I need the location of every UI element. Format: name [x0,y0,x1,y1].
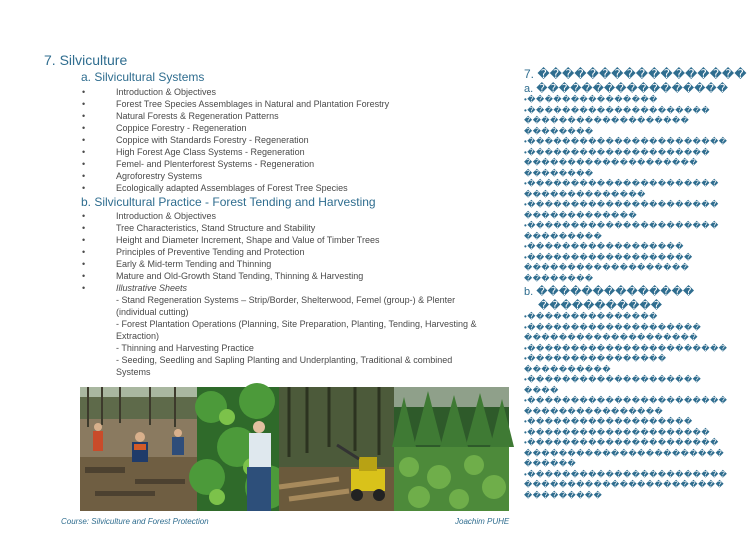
section-b-heading: b. Silvicultural Practice - Forest Tending and Harvesting [81,195,376,209]
section-a-list [82,86,484,194]
photo-young-forest [394,387,509,511]
sidebar-line: �������� [524,126,594,136]
sidebar-section-a-heading: a. ����������������� [524,83,728,95]
illustrative-label: Illustrative Sheets [116,283,188,293]
sidebar-line: ���������������� [524,406,664,416]
sidebar-line: •������������������� [524,252,693,262]
sidebar-line: •�������������������� [524,375,702,384]
sidebar-line: •����������������������� [524,343,728,353]
list-item: • Femel- and Plenterforest Systems - Regeneration [82,159,315,169]
sidebar-line: �������������������� [524,158,699,167]
list-item: • Introduction & Objectives [82,211,217,221]
illustrative-item: - Forest Plantation Operations (Planning, Site Preparation, Planting, Tending, Harvesting & Extraction) [116,319,477,341]
list-item: • Early & Mid-term Tending and Thinning [82,259,272,269]
list-item: • Coppice with Standards Forestry - Regeneration [82,135,309,145]
sidebar-line: ���������� [524,364,612,374]
sidebar-line: •���������������������� [524,438,719,447]
list-item: • Natural Forests & Regeneration Patterns [82,111,279,121]
sidebar-line: ������������������� [524,263,690,272]
list-item: • Forest Tree Species Assemblages in Natural and Plantation Forestry [82,99,390,109]
photo-harvester-machine [279,387,394,511]
garbled-sidebar [524,67,747,501]
list-item: • Principles of Preventive Tending and Protection [82,247,305,257]
sidebar-line: �������������������� [524,333,699,342]
list-item-illustrative: • Illustrative Sheets - Stand Regeneration Systems – Strip/Border, Shelterwood, Femel (group-) & Plenter (individual cutting) - Forest Plantation Operations (Planning, Site Preparation, Planting, Tending, Harvesting & Extraction) - Thinning and Harvesting Practice - Seeding, Seedling and Sapling Planting and Underplanting, Traditional & combined Systems [82,282,484,378]
illustrative-item: - Stand Regeneration Systems – Strip/Border, Shelterwood, Femel (group-) & Plenter (individual cutting) [116,295,456,317]
photo-forester [197,387,279,511]
footer-course: Course: Silviculture and Forest Protection [61,517,209,526]
list-item: • Mature and Old-Growth Stand Tending, Thinning & Harvesting [82,271,364,281]
sidebar-line: •��������������������� [524,147,711,157]
sidebar-line: �������������� [524,189,646,199]
photo-planting-crew [80,387,197,511]
sidebar-section-b-heading-cont: ����������� [538,300,663,312]
sidebar-line: ��������� [524,231,603,241]
sidebar-line: �������� [524,168,594,178]
sidebar-line: •��������������������� [524,105,711,115]
footer-author: Joachim PUHE [455,517,510,526]
sidebar-line: •���������������������� [524,200,719,209]
sidebar-line: �������� [524,273,594,283]
sidebar-line: •����������������������� [524,396,728,405]
sidebar-line: •�������������������� [524,322,702,332]
sidebar-line: •��������������� [524,312,658,321]
sidebar-line: ����������������������� [524,448,725,458]
list-item: • Agroforestry Systems [82,171,203,181]
sidebar-line: ��������� [524,490,603,500]
sidebar-line: •��������������� [524,95,658,104]
sidebar-line: ������������� [524,210,638,220]
sidebar-line: ���� [524,385,559,395]
list-item: • Tree Characteristics, Stand Structure and Stability [82,223,316,233]
slide-title: 7. Silviculture [44,52,128,68]
sidebar-section-b-heading: b. �������������� [524,286,695,298]
sidebar-line: •����������������������� [524,469,728,479]
section-a-heading: a. Silvicultural Systems [81,70,205,84]
list-item: • High Forest Age Class Systems - Regeneration [82,147,305,157]
list-item: • Introduction & Objectives [82,87,217,97]
sidebar-line: ����������������������� [524,480,725,489]
section-b-list [82,210,484,378]
sidebar-line: •��������������������� [524,427,711,437]
list-item: • Coppice Forestry - Regeneration [82,123,247,133]
list-item: • Ecologically adapted Assemblages of Forest Tree Species [82,183,348,193]
sidebar-line: ������������������� [524,116,690,125]
list-item: • Height and Diameter Increment, Shape and Value of Timber Trees [82,235,380,245]
sidebar-title: 7. ����������������� [524,67,747,81]
sidebar-line: •���������������� [524,354,667,363]
illustrative-item: - Seeding, Seedling and Sapling Planting and Underplanting, Traditional & combined Systems [116,355,453,377]
sidebar-line: •����������������������� [524,137,728,146]
sidebar-line: •������������������� [524,417,693,426]
sidebar-line: •������������������ [524,242,684,251]
illustrative-item: - Thinning and Harvesting Practice [116,343,254,353]
sidebar-line: •���������������������� [524,179,719,188]
sidebar-line: •���������������������� [524,221,719,230]
photo-strip [80,387,509,511]
sidebar-line: ������ [524,459,577,468]
